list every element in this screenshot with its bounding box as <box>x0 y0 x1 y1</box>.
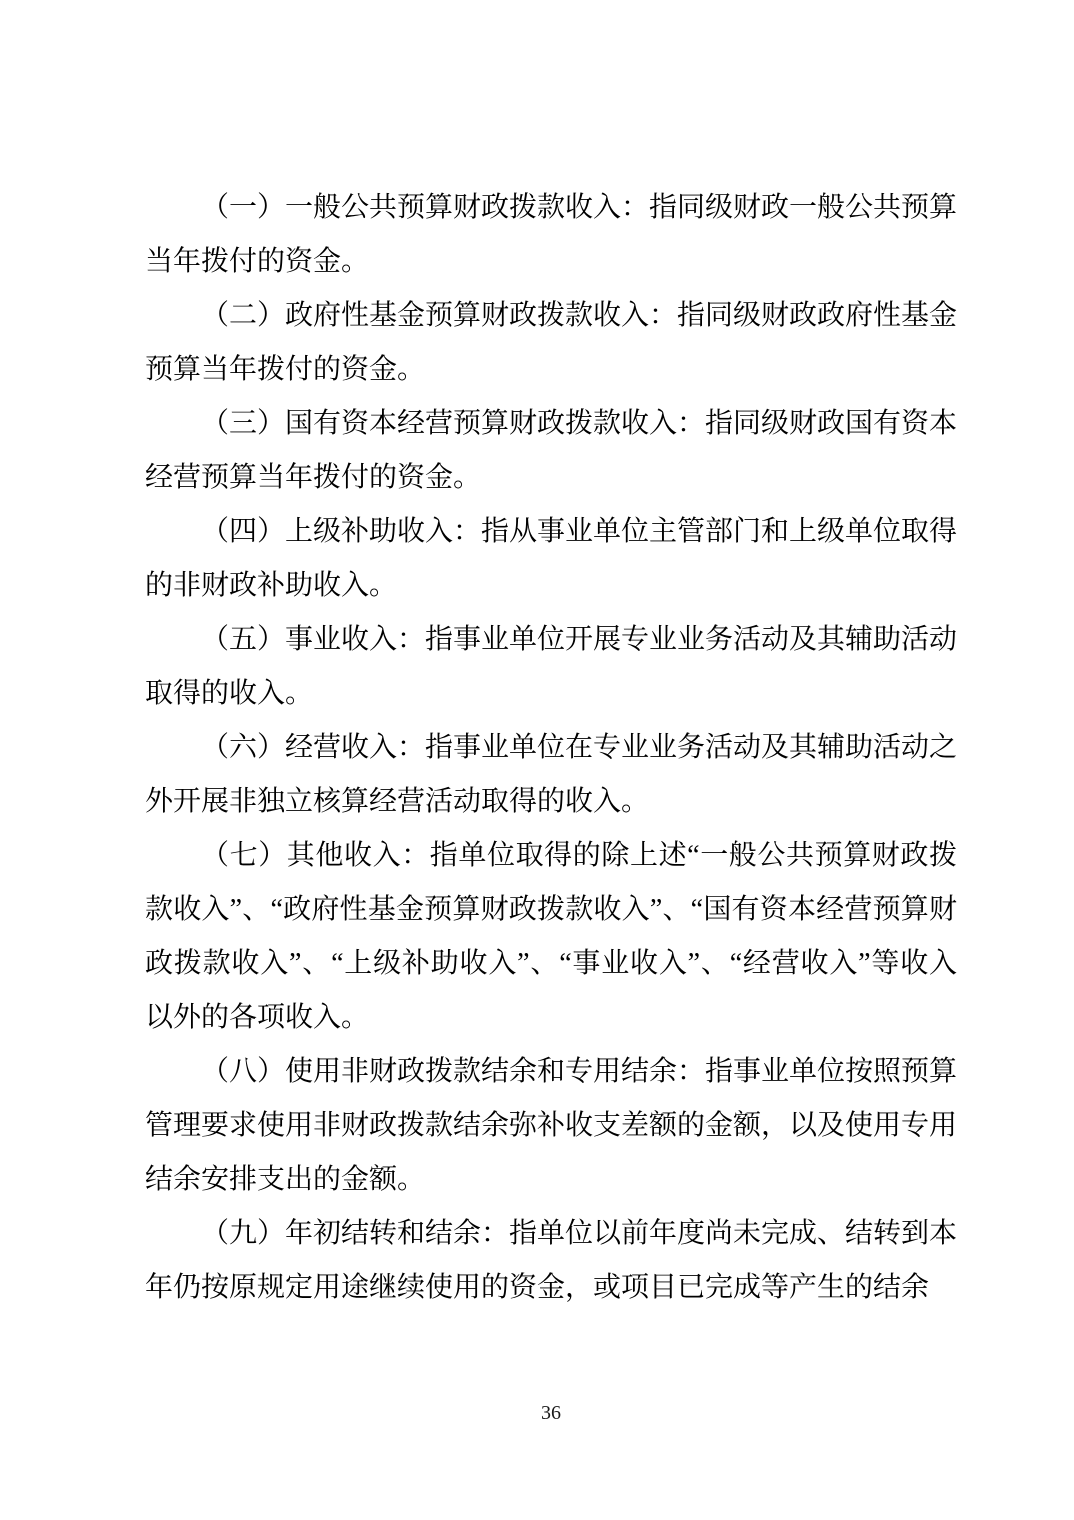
paragraph-3-state-capital-operation-budget-income: （三）国有资本经营预算财政拨款收入：指同级财政国有资本经营预算当年拨付的资金。 <box>145 408 958 493</box>
paragraph-6-operating-income: （六）经营收入：指事业单位在专业业务活动及其辅助活动之外开展非独立核算经营活动取得的收入。 <box>145 732 958 817</box>
paragraph-4-superior-subsidy-income: （四）上级补助收入：指从事业单位主管部门和上级单位取得的非财政补助收入。 <box>145 516 958 601</box>
paragraph-8-non-fiscal-surplus-usage: （八）使用非财政拨款结余和专用结余：指事业单位按照预算管理要求使用非财政拨款结余弥补收支差额的金额，以及使用专用结余安排支出的金额。 <box>145 1056 958 1195</box>
document-body <box>145 181 957 1315</box>
paragraph-9-year-begin-carryover-surplus: （九）年初结转和结余：指单位以前年度尚未完成、结转到本年仍按原规定用途继续使用的资金，或项目已完成等产生的结余 <box>145 1218 958 1303</box>
paragraph-2-government-fund-budget-income: （二）政府性基金预算财政拨款收入：指同级财政政府性基金预算当年拨付的资金。 <box>145 300 958 385</box>
paragraph-7-other-income: （七）其他收入：指单位取得的除上述“一般公共预算财政拨款收入”、“政府性基金预算财政拨款收入”、“国有资本经营预算财政拨款收入”、“上级补助收入”、“事业收入”、“经营收入”等收入以外的各项收入。 <box>145 840 957 1033</box>
page-number: 36 <box>541 1402 561 1424</box>
paragraph-5-business-income: （五）事业收入：指事业单位开展专业业务活动及其辅助活动取得的收入。 <box>145 624 958 709</box>
paragraph-1-general-public-budget-income: （一）一般公共预算财政拨款收入：指同级财政一般公共预算当年拨付的资金。 <box>145 192 958 277</box>
